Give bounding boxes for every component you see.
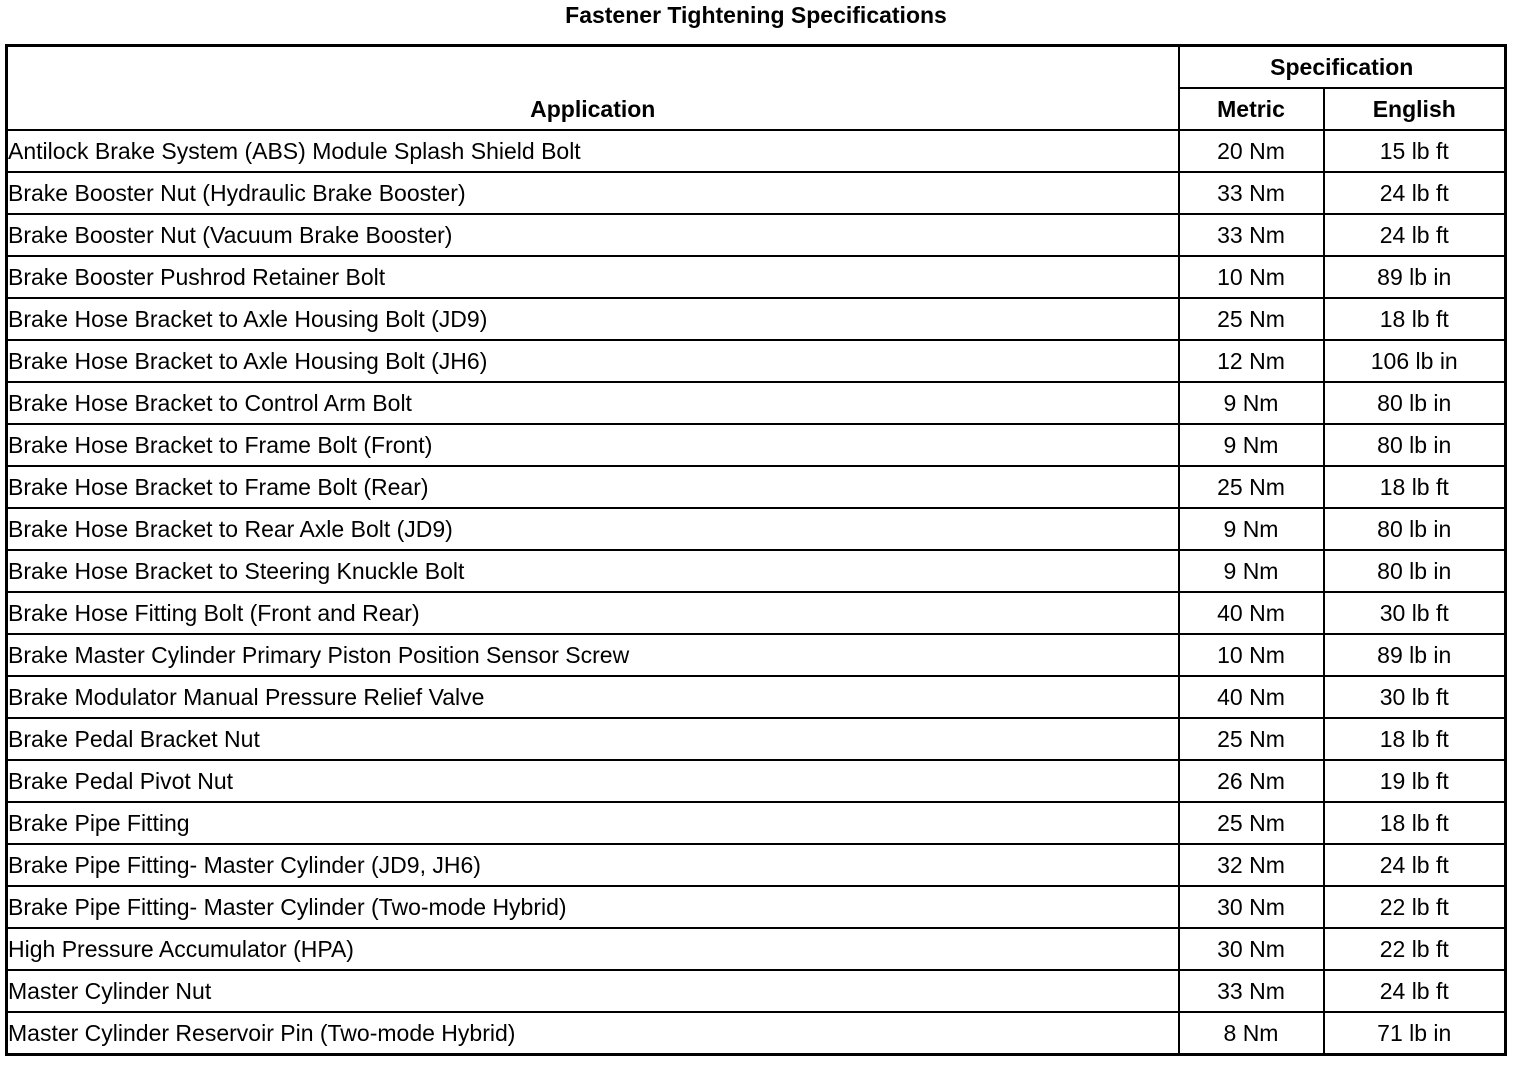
metric-cell: 9 Nm bbox=[1179, 424, 1324, 466]
header-specification: Specification bbox=[1179, 46, 1506, 89]
header-english: English bbox=[1324, 88, 1506, 130]
metric-cell: 12 Nm bbox=[1179, 340, 1324, 382]
english-cell: 19 lb ft bbox=[1324, 760, 1506, 802]
metric-cell: 9 Nm bbox=[1179, 382, 1324, 424]
header-metric: Metric bbox=[1179, 88, 1324, 130]
application-cell: Brake Booster Nut (Vacuum Brake Booster) bbox=[7, 214, 1179, 256]
english-cell: 18 lb ft bbox=[1324, 298, 1506, 340]
table-body bbox=[7, 130, 1506, 1055]
metric-cell: 25 Nm bbox=[1179, 802, 1324, 844]
table-row bbox=[7, 844, 1506, 886]
application-cell: Brake Hose Bracket to Control Arm Bolt bbox=[7, 382, 1179, 424]
application-cell: Brake Pedal Pivot Nut bbox=[7, 760, 1179, 802]
application-cell: Brake Hose Bracket to Steering Knuckle Bolt bbox=[7, 550, 1179, 592]
metric-cell: 9 Nm bbox=[1179, 550, 1324, 592]
english-cell: 24 lb ft bbox=[1324, 214, 1506, 256]
english-cell: 18 lb ft bbox=[1324, 718, 1506, 760]
application-cell: Brake Pipe Fitting- Master Cylinder (Two-mode Hybrid) bbox=[7, 886, 1179, 928]
table-row bbox=[7, 466, 1506, 508]
application-cell: High Pressure Accumulator (HPA) bbox=[7, 928, 1179, 970]
application-cell: Brake Hose Bracket to Frame Bolt (Front) bbox=[7, 424, 1179, 466]
page-title: Fastener Tightening Specifications bbox=[565, 2, 947, 28]
table-row bbox=[7, 214, 1506, 256]
english-cell: 80 lb in bbox=[1324, 382, 1506, 424]
table-row bbox=[7, 172, 1506, 214]
english-cell: 89 lb in bbox=[1324, 634, 1506, 676]
english-cell: 80 lb in bbox=[1324, 508, 1506, 550]
english-cell: 24 lb ft bbox=[1324, 844, 1506, 886]
table-row bbox=[7, 886, 1506, 928]
table-row bbox=[7, 256, 1506, 298]
application-cell: Brake Hose Fitting Bolt (Front and Rear) bbox=[7, 592, 1179, 634]
application-cell: Brake Master Cylinder Primary Piston Position Sensor Screw bbox=[7, 634, 1179, 676]
metric-cell: 10 Nm bbox=[1179, 256, 1324, 298]
table-row bbox=[7, 550, 1506, 592]
application-cell: Brake Pedal Bracket Nut bbox=[7, 718, 1179, 760]
table-row bbox=[7, 592, 1506, 634]
application-cell: Master Cylinder Reservoir Pin (Two-mode Hybrid) bbox=[7, 1012, 1179, 1055]
table-row bbox=[7, 634, 1506, 676]
metric-cell: 20 Nm bbox=[1179, 130, 1324, 172]
english-cell: 15 lb ft bbox=[1324, 130, 1506, 172]
table-row bbox=[7, 382, 1506, 424]
table-row bbox=[7, 802, 1506, 844]
table-row bbox=[7, 130, 1506, 172]
metric-cell: 33 Nm bbox=[1179, 214, 1324, 256]
table-header bbox=[7, 46, 1506, 131]
metric-cell: 33 Nm bbox=[1179, 172, 1324, 214]
metric-cell: 26 Nm bbox=[1179, 760, 1324, 802]
application-cell: Brake Hose Bracket to Rear Axle Bolt (JD9) bbox=[7, 508, 1179, 550]
application-cell: Brake Booster Pushrod Retainer Bolt bbox=[7, 256, 1179, 298]
header-application: Application bbox=[7, 46, 1179, 131]
english-cell: 24 lb ft bbox=[1324, 172, 1506, 214]
english-cell: 18 lb ft bbox=[1324, 802, 1506, 844]
english-cell: 80 lb in bbox=[1324, 424, 1506, 466]
application-cell: Brake Pipe Fitting bbox=[7, 802, 1179, 844]
metric-cell: 30 Nm bbox=[1179, 928, 1324, 970]
english-cell: 89 lb in bbox=[1324, 256, 1506, 298]
application-cell: Brake Hose Bracket to Frame Bolt (Rear) bbox=[7, 466, 1179, 508]
application-cell: Antilock Brake System (ABS) Module Splash Shield Bolt bbox=[7, 130, 1179, 172]
english-cell: 80 lb in bbox=[1324, 550, 1506, 592]
metric-cell: 30 Nm bbox=[1179, 886, 1324, 928]
english-cell: 30 lb ft bbox=[1324, 676, 1506, 718]
table-row bbox=[7, 760, 1506, 802]
metric-cell: 33 Nm bbox=[1179, 970, 1324, 1012]
table-row bbox=[7, 970, 1506, 1012]
application-cell: Brake Pipe Fitting- Master Cylinder (JD9, JH6) bbox=[7, 844, 1179, 886]
metric-cell: 10 Nm bbox=[1179, 634, 1324, 676]
metric-cell: 25 Nm bbox=[1179, 298, 1324, 340]
application-cell: Brake Hose Bracket to Axle Housing Bolt (JH6) bbox=[7, 340, 1179, 382]
table-row bbox=[7, 928, 1506, 970]
table-row bbox=[7, 718, 1506, 760]
table-row bbox=[7, 424, 1506, 466]
english-cell: 30 lb ft bbox=[1324, 592, 1506, 634]
table-row bbox=[7, 340, 1506, 382]
metric-cell: 40 Nm bbox=[1179, 676, 1324, 718]
english-cell: 18 lb ft bbox=[1324, 466, 1506, 508]
specifications-table bbox=[5, 44, 1507, 1056]
english-cell: 22 lb ft bbox=[1324, 886, 1506, 928]
metric-cell: 8 Nm bbox=[1179, 1012, 1324, 1055]
metric-cell: 40 Nm bbox=[1179, 592, 1324, 634]
table-row bbox=[7, 1012, 1506, 1055]
application-cell: Brake Modulator Manual Pressure Relief Valve bbox=[7, 676, 1179, 718]
application-cell: Brake Hose Bracket to Axle Housing Bolt (JD9) bbox=[7, 298, 1179, 340]
metric-cell: 25 Nm bbox=[1179, 466, 1324, 508]
table-row bbox=[7, 676, 1506, 718]
metric-cell: 9 Nm bbox=[1179, 508, 1324, 550]
english-cell: 106 lb in bbox=[1324, 340, 1506, 382]
table-row bbox=[7, 298, 1506, 340]
english-cell: 22 lb ft bbox=[1324, 928, 1506, 970]
english-cell: 71 lb in bbox=[1324, 1012, 1506, 1055]
table-row bbox=[7, 508, 1506, 550]
metric-cell: 25 Nm bbox=[1179, 718, 1324, 760]
metric-cell: 32 Nm bbox=[1179, 844, 1324, 886]
english-cell: 24 lb ft bbox=[1324, 970, 1506, 1012]
application-cell: Master Cylinder Nut bbox=[7, 970, 1179, 1012]
application-cell: Brake Booster Nut (Hydraulic Brake Booster) bbox=[7, 172, 1179, 214]
